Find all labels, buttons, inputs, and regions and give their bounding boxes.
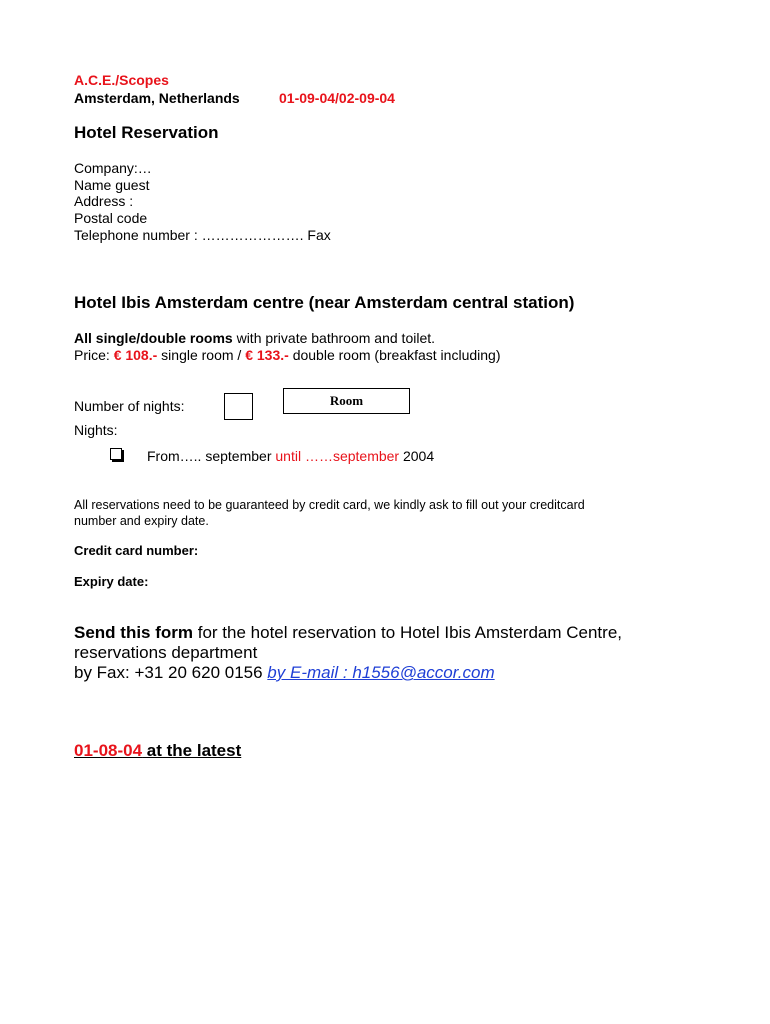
hotel-heading: Hotel Ibis Amsterdam centre (near Amsterdam central station) — [74, 293, 575, 312]
price-line — [74, 347, 500, 363]
deadline-date: 01-08-04 — [74, 741, 143, 760]
payment-note-line-2: number and expiry date. — [74, 514, 209, 528]
fax-text: by Fax: +31 20 620 0156 — [74, 663, 268, 682]
org-name: A.C.E./Scopes — [74, 72, 169, 88]
nights-heading: Nights: — [74, 422, 118, 438]
email-link[interactable]: by E-mail : h1556@accor.com — [267, 663, 495, 682]
send-line-2: reservations department — [74, 643, 258, 662]
price-label: Price: — [74, 347, 114, 363]
rooms-bold: All single/double rooms — [74, 330, 233, 346]
location: Amsterdam, Netherlands — [74, 90, 240, 106]
until-text: until ……september — [275, 448, 400, 464]
deadline-text: at the latest — [142, 741, 242, 760]
room-box[interactable]: Room — [283, 388, 410, 414]
payment-note-line-1: All reservations need to be guaranteed by credit card, we kindly ask to fill out your creditcard — [74, 498, 585, 512]
field-company: Company:… — [74, 160, 152, 176]
event-dates: 01-09-04/02-09-04 — [279, 90, 395, 106]
credit-card-label: Credit card number: — [74, 543, 199, 558]
nights-label: Number of nights: — [74, 398, 185, 414]
double-price: € 133.- — [245, 347, 289, 363]
field-postal-code: Postal code — [74, 210, 148, 226]
single-text: single room / — [157, 347, 246, 363]
single-price: € 108.- — [113, 347, 158, 363]
year-text: 2004 — [399, 448, 435, 464]
page-title: Hotel Reservation — [74, 123, 219, 142]
field-telephone: Telephone number : …………………. Fax — [74, 227, 331, 243]
deadline — [74, 741, 241, 761]
double-text: double room (breakfast including) — [288, 347, 501, 363]
send-bold: Send this form — [74, 623, 194, 642]
send-line-1 — [74, 623, 622, 643]
field-name-guest: Name guest — [74, 177, 150, 193]
field-address: Address : — [74, 193, 134, 209]
send-text-1: for the hotel reservation to Hotel Ibis Amsterdam Centre, — [193, 623, 622, 642]
send-line-3 — [74, 663, 495, 683]
rooms-line — [74, 330, 435, 346]
nights-input-box[interactable] — [224, 393, 253, 420]
date-checkbox[interactable] — [110, 448, 122, 460]
from-text: From….. september — [147, 448, 276, 464]
date-range-line — [147, 448, 434, 464]
expiry-label: Expiry date: — [74, 574, 149, 589]
rooms-rest: with private bathroom and toilet. — [232, 330, 436, 346]
